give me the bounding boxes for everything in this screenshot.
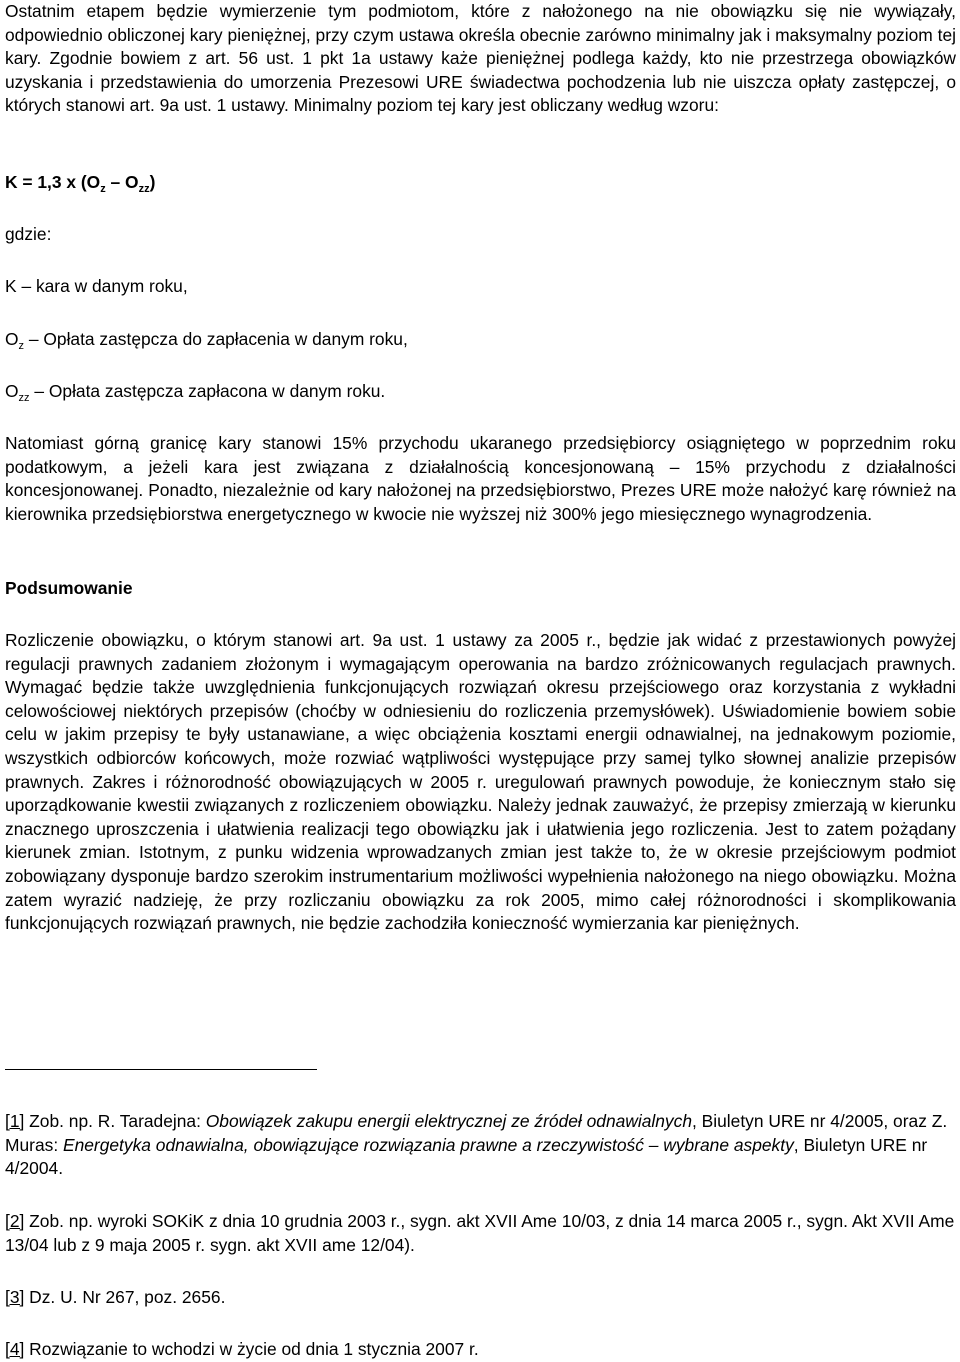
- footnote-title-italic: Energetyka odnawialna, obowiązujące rozwiązania prawne a rzeczywistość – wybrane aspekty: [62, 1134, 794, 1155]
- footnote-4: [5, 1338, 956, 1362]
- footnote-1: [5, 1110, 956, 1181]
- footnote-3: [5, 1286, 956, 1310]
- formula-prefix: K = 1,3 x (O: [5, 172, 101, 192]
- footnote-text-segment: Zob. np. R. Taradejna:: [24, 1111, 206, 1131]
- definition-k: [5, 275, 956, 299]
- gdzie-label: gdzie:: [5, 224, 52, 244]
- footnote-link-1[interactable]: [1]: [5, 1111, 25, 1131]
- footnote-text: [24, 1287, 225, 1307]
- footnote-text-segment: , Biuletyn URE nr 4/2004.: [5, 1134, 928, 1179]
- definition-ozz: [5, 380, 956, 404]
- footnote-link-4[interactable]: [4]: [5, 1339, 25, 1359]
- definition-subscript: zz: [18, 392, 30, 404]
- upper-limit-paragraph: Natomiast górną granicę kary stanowi 15% przychodu ukaranego przedsiębiorcy osiągniętego w poprzednim roku podatkowym, a jeżeli kara jest związana z działalnością koncesjonowaną – 15% przychodu z działalności koncesjonowanej. Ponadto, niezależnie od kary nałożonej na przedsiębiorstwo, Prezes URE może nałożyć karę również na kierownika przedsiębiorstwa energetycznego w kwocie nie wyższej niż 300% jego miesięcznego wynagrodzenia.: [5, 433, 956, 524]
- definition-oz: [5, 328, 956, 352]
- formula: [5, 171, 956, 195]
- definition-text: – Opłata zastępcza do zapłacenia w danym roku,: [24, 329, 408, 349]
- intro-paragraph: Ostatnim etapem będzie wymierzenie tym podmiotom, które z nałożonego na nie obowiązku się nie wywiązały, odpowiednio obliczonej kary pieniężnej, przy czym ustawa określa obecnie zarówno minimalny jak i maksymalny poziom tej kary. Zgodnie bowiem z art. 56 ust. 1 pkt 1a ustawy każe pieniężnej podlega każdy, kto nie przestrzega obowiązków uzyskania i przedstawienia do umorzenia Prezesowi URE świadectwa pochodzenia lub nie uiszcza opłaty zastępczej, o których stanowi art. 9a ust. 1 ustawy. Minimalny poziom tej kary jest obliczany według wzoru:: [5, 1, 956, 116]
- footnote-text-segment: Rozwiązanie to wchodzi w życie od dnia 1 stycznia 2007 r.: [24, 1339, 479, 1359]
- footnote-link-3[interactable]: [3]: [5, 1287, 25, 1307]
- footnote-2: [5, 1210, 956, 1257]
- definition-symbol: O: [5, 329, 19, 349]
- footnote-link-2[interactable]: [2]: [5, 1211, 25, 1231]
- summary-heading: Podsumowanie: [5, 578, 133, 598]
- definition-symbol: O: [5, 381, 19, 401]
- footnote-text: [5, 1111, 947, 1178]
- definition-symbol: K: [5, 276, 17, 296]
- footnote-text: [5, 1211, 954, 1255]
- footnote-divider: [5, 1069, 317, 1070]
- footnote-text: [24, 1339, 478, 1359]
- formula-sub-2: zz: [138, 183, 150, 195]
- formula-sub-1: z: [100, 183, 106, 195]
- formula-suffix: ): [149, 172, 156, 192]
- definition-text: – Opłata zastępcza zapłacona w danym roku.: [29, 381, 386, 401]
- footnote-text-segment: , Biuletyn URE nr 4/2005, oraz Z. Muras:: [5, 1111, 948, 1155]
- footnote-text-segment: Dz. U. Nr 267, poz. 2656.: [24, 1287, 226, 1307]
- summary-paragraph: Rozliczenie obowiązku, o którym stanowi art. 9a ust. 1 ustawy za 2005 r., będzie jak widać z przestawionych powyżej regulacji prawnych zadaniem złożonym i wymagającym operowania na bardzo zróżnicowanych regulacjach prawnych. Wymagać będzie także uwzględnienia funkcjonujących rozwiązań okresu przejściowego oraz korzystania z wykładni celowościowej niektórych przepisów (choćby w odniesieniu do rozliczenia przemysłówek). Uświadomienie bowiem sobie celu w jakim przepisy te były ustanawiane, a więc obciążenia kosztami energii odnawialnej, na jednakowym poziomie, wszystkich odbiorców końcowych, może rozwiać wątpliwości występujące przy samej tylko słownej analizie przepisów prawnych. Zakres i różnorodność obowiązujących w 2005 r. uregulowań prawnych powoduje, że koniecznym stało się uporządkowanie kwestii związanych z rozliczeniem obowiązku. Należy jednak zauważyć, że przepisy zmierzają w kierunku znacznego uproszczenia i ułatwienia realizacji tego obowiązku jak i ułatwienia jego rozliczenia. Jest to zatem pożądany kierunek zmian. Istotnym, z punku widzenia wprowadzanych zmian jest także to, że w okresie przejściowym podmiot zobowiązany dysponuje bardzo szerokim instrumentarium możliwości wypełnienia nałożonego na niego obowiązku. Można zatem wyrazić nadzieję, że przy rozliczaniu obowiązku za rok 2005, mimo całej różnorodności i skomplikowania funkcjonujących rozwiązań prawnych, nie będzie zachodziła konieczność wymierzania kar pieniężnych.: [5, 630, 956, 934]
- formula-mid: – O: [105, 172, 139, 192]
- footnote-title-italic: Obowiązek zakupu energii elektrycznej ze źródeł odnawialnych: [205, 1111, 692, 1131]
- definition-subscript: z: [18, 340, 25, 352]
- definition-text: – kara w danym roku,: [16, 276, 188, 296]
- footnote-text-segment: Zob. np. wyroki SOKiK z dnia 10 grudnia 2003 r., sygn. akt XVII Ame 10/03, z dnia 14 marca 2005 r., sygn. Akt XVII Ame 13/04 lub z 9 maja 2005 r. sygn. akt XVII ame 12/04).: [5, 1211, 955, 1255]
